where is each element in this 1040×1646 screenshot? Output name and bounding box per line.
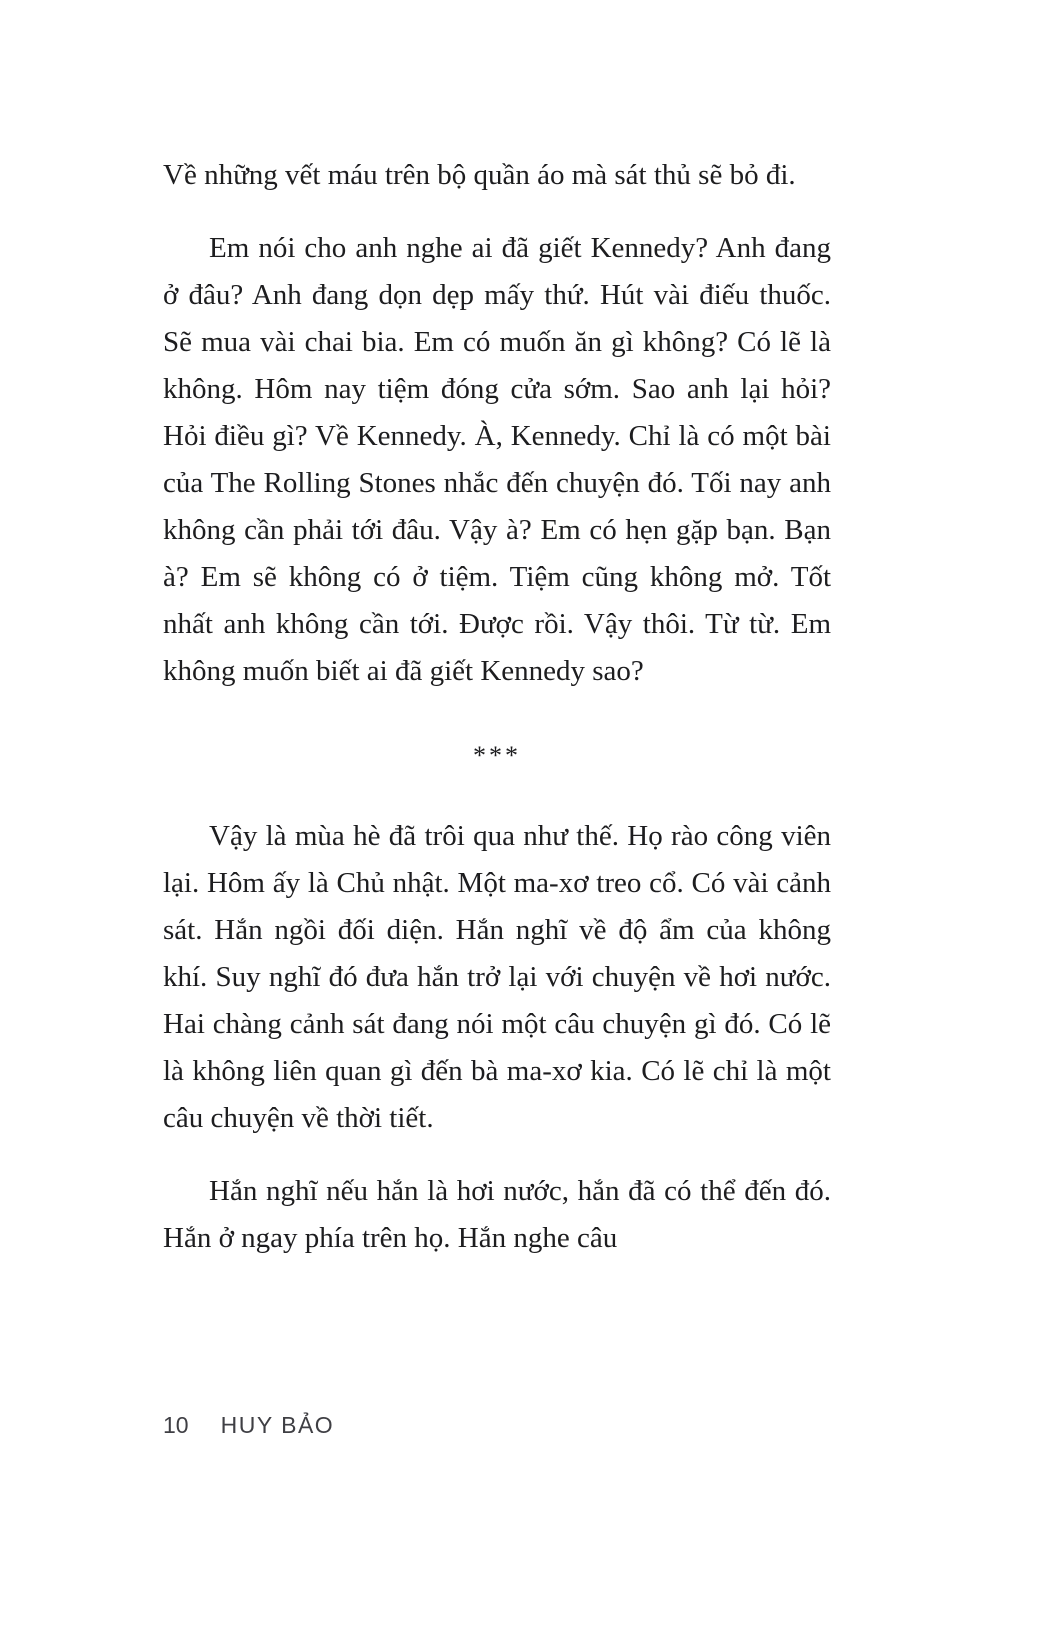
paragraph-1: Về những vết máu trên bộ quần áo mà sát thủ sẽ bỏ đi. — [163, 159, 796, 191]
paragraph-4: Hắn nghĩ nếu hắn là hơi nước, hắn đã có thể đến đó. Hắn ở ngay phía trên họ. Hắn nghe câu — [163, 1175, 831, 1254]
section-separator: *** — [473, 741, 521, 770]
page-number: 10 — [163, 1412, 189, 1438]
paragraph-3: Vậy là mùa hè đã trôi qua như thế. Họ rào công viên lại. Hôm ấy là Chủ nhật. Một ma-xơ treo cổ. Có vài cảnh sát. Hắn ngồi đối diện. Hắn nghĩ về độ ẩm của không khí. Suy nghĩ đó đưa hắn trở lại với chuyện về hơi nước. Hai chàng cảnh sát đang nói một câu chuyện gì đó. Có lẽ là không liên quan gì đến bà ma-xơ kia. Có lẽ chỉ là một câu chuyện về thời tiết. — [163, 820, 831, 1134]
body-text — [163, 152, 831, 1288]
paragraph-2: Em nói cho anh nghe ai đã giết Kennedy? Anh đang ở đâu? Anh đang dọn dẹp mấy thứ. Hút vài điếu thuốc. Sẽ mua vài chai bia. Em có muốn ăn gì không? Có lẽ là không. Hôm nay tiệm đóng cửa sớm. Sao anh lại hỏi? Hỏi điều gì? Về Kennedy. À, Kennedy. Chỉ là có một bài của The Rolling Stones nhắc đến chuyện đó. Tối nay anh không cần phải tới đâu. Vậy à? Em có hẹn gặp bạn. Bạn à? Em sẽ không có ở tiệm. Tiệm cũng không mở. Tốt nhất anh không cần tới. Được rồi. Vậy thôi. Từ từ. Em không muốn biết ai đã giết Kennedy sao? — [163, 232, 831, 687]
author-name: HUY BẢO — [220, 1412, 335, 1438]
page-footer — [163, 1412, 334, 1439]
